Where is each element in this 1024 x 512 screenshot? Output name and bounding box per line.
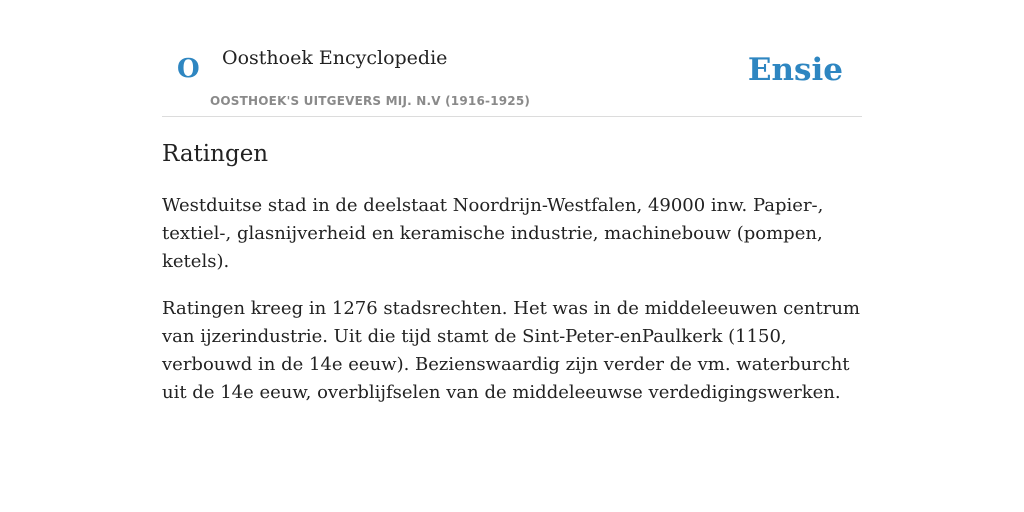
- page-container: [162, 0, 862, 403]
- entry-body: [162, 192, 862, 426]
- ensie-logo-link[interactable]: Ensie: [747, 52, 843, 88]
- publisher-label: OOSTHOEK'S UITGEVERS MIJ. N.V (1916-1925): [210, 94, 531, 108]
- entry-paragraph: Westduitse stad in de deelstaat Noordrijn-Westfalen, 49000 inw. Papier-, textiel-, glasnijverheid en keramische industrie, machinebouw (pompen, ketels).: [162, 195, 824, 272]
- book-title[interactable]: Oosthoek Encyclopedie: [222, 47, 448, 69]
- entry-paragraph: Ratingen kreeg in 1276 stadsrechten. Het was in de middeleeuwen centrum van ijzerindustrie. Uit die tijd stamt de Sint-Peter-enPaulkerk (1150, verbouwd in de 14e eeuw). Bezienswaardig zijn verder de vm. waterburcht uit de 14e eeuw, overblijfselen van de middeleeuwse verdedigingswerken.: [162, 298, 860, 403]
- book-logo-letter[interactable]: O: [177, 54, 200, 84]
- encyclopedia-header: [162, 0, 862, 117]
- entry-title: Ratingen: [162, 141, 269, 167]
